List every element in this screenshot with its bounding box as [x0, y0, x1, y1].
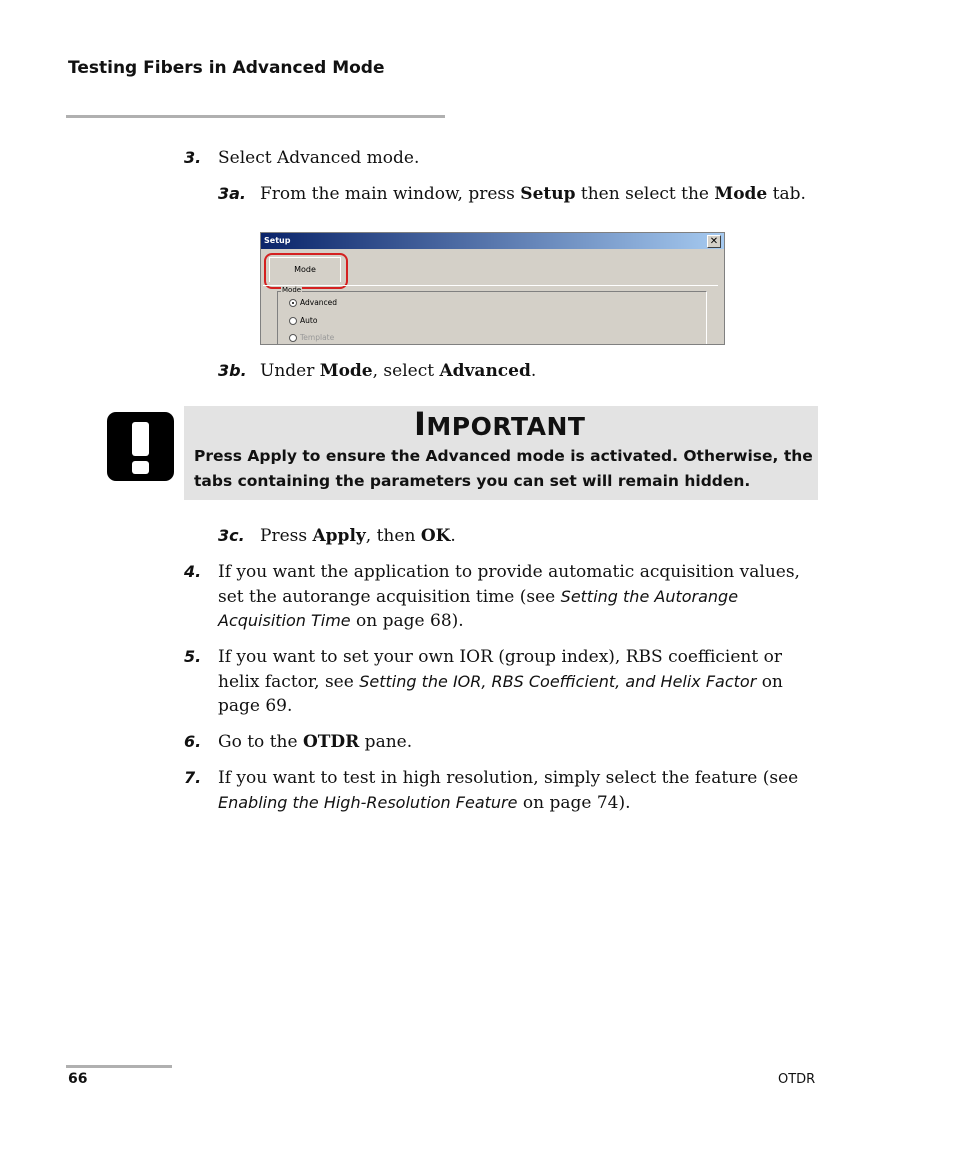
- cross-reference[interactable]: Enabling the High-Resolution Feature: [218, 792, 518, 812]
- step-text: From the main window, press Setup then select the Mode tab.: [260, 184, 806, 204]
- cross-reference[interactable]: Setting the IOR, RBS Coefficient, and Helix Factor: [359, 671, 757, 691]
- tab-highlight-circle: [264, 253, 348, 289]
- step-number: 3c.: [218, 526, 245, 545]
- step-number: 3b.: [218, 361, 247, 380]
- footer-rule: [66, 1065, 172, 1068]
- radio-icon: [289, 334, 297, 342]
- tab-mode[interactable]: Mode: [269, 257, 341, 282]
- mode-group-label: Mode: [282, 286, 302, 294]
- step-number: 3.: [184, 148, 202, 167]
- step-number: 3a.: [218, 184, 247, 203]
- important-exclamation-icon: [107, 412, 174, 481]
- mode-group-box: [277, 291, 707, 345]
- step-text: Go to the OTDR pane.: [218, 732, 413, 752]
- step-number: 6.: [184, 732, 202, 751]
- radio-template: Template: [289, 333, 334, 342]
- close-icon[interactable]: ✕: [707, 235, 721, 248]
- step-number: 4.: [184, 562, 202, 581]
- step-text: If you want the application to provide automatic acquisition values, set the autorange acquisition time (see Setting the Autorange Acquisition Time on page 68).: [218, 562, 800, 631]
- step-text: If you want to test in high resolution, simply select the feature (see Enabling the High-Resolution Feature on page 74).: [218, 768, 799, 813]
- radio-icon: [289, 317, 297, 325]
- dialog-title-bar: [261, 233, 724, 249]
- radio-selected-icon: [289, 299, 297, 307]
- step-text: Press Apply, then OK.: [260, 526, 456, 546]
- step-text: Select Advanced mode.: [218, 148, 420, 168]
- setup-dialog-screenshot: [260, 232, 725, 345]
- header-rule: [66, 115, 445, 118]
- important-heading: IMPORTANT: [414, 405, 586, 443]
- step-number: 5.: [184, 647, 202, 666]
- radio-auto[interactable]: Auto: [289, 316, 317, 325]
- page-number: 66: [68, 1071, 88, 1087]
- cross-reference[interactable]: Setting the Autorange Acquisition Time: [218, 586, 739, 630]
- running-header-title: Testing Fibers in Advanced Mode: [68, 58, 385, 78]
- radio-advanced[interactable]: Advanced: [289, 298, 337, 307]
- document-name: OTDR: [778, 1072, 816, 1087]
- dialog-title: Setup: [264, 236, 291, 245]
- step-text: Under Mode, select Advanced.: [260, 361, 537, 381]
- step-number: 7.: [184, 768, 202, 787]
- important-text: Press Apply to ensure the Advanced mode is activated. Otherwise, the tabs containing the parameters you can set will remain hidden.: [194, 447, 813, 490]
- step-text: If you want to set your own IOR (group index), RBS coefficient or helix factor, see Setting the IOR, RBS Coefficient, and Helix Factor on page 69.: [218, 647, 783, 716]
